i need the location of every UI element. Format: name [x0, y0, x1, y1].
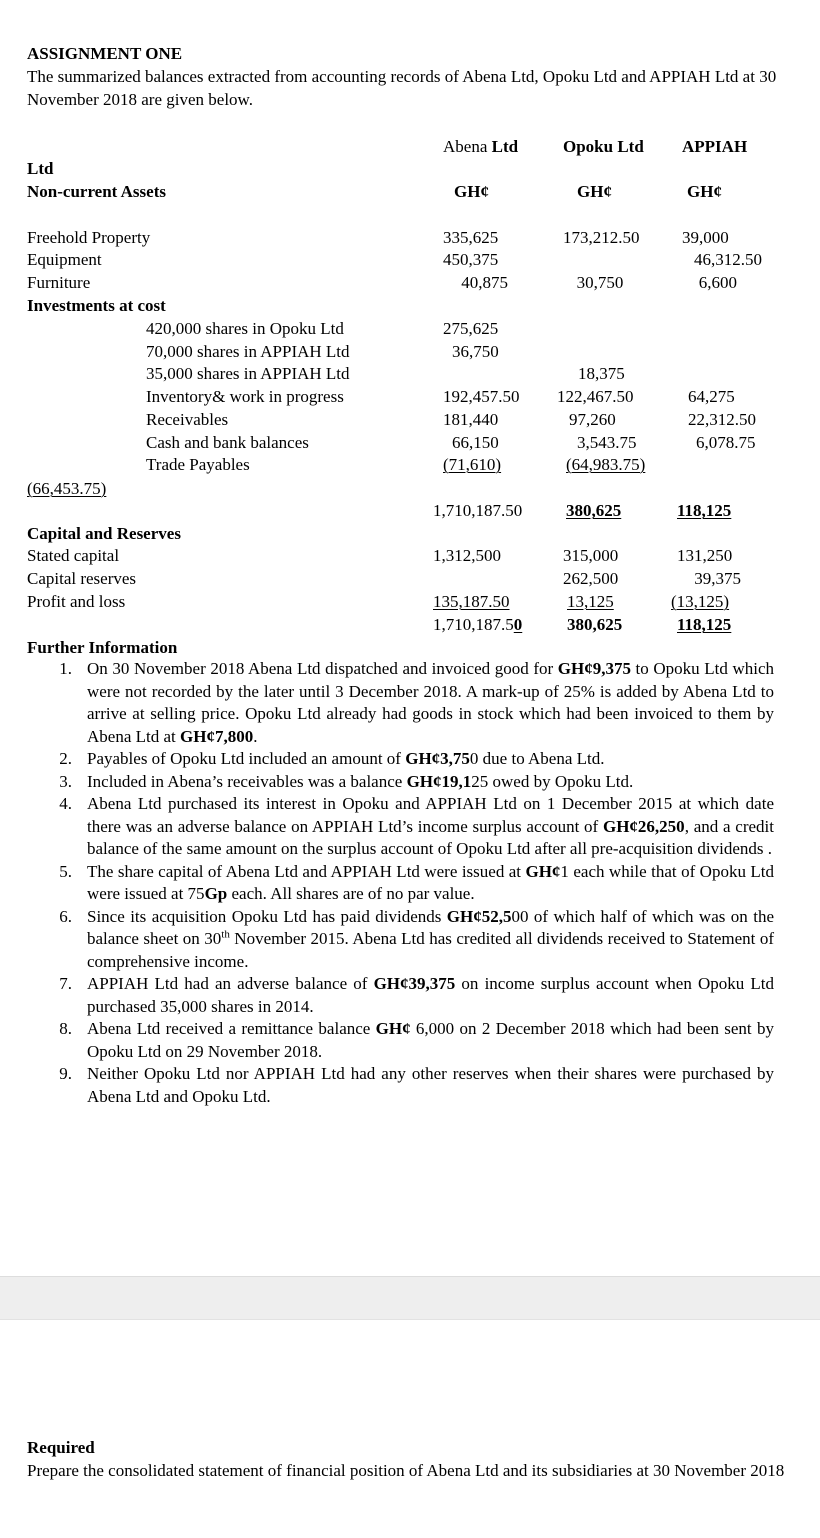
further-item: 7. APPIAH Ltd had an adverse balance of GH¢39,375 on income surplus account when Opoku Ltd purchased 35,000 shares in 2014. [59, 974, 775, 1016]
cash-value-abena: 66,150 [452, 433, 499, 452]
payables-value-abena: (71,610) [443, 455, 502, 474]
payables-label: Trade Payables [146, 455, 250, 474]
capital-total-opoku: 380,625 [567, 615, 623, 634]
row-value-abena: 450,375 [443, 250, 499, 269]
payables-value-appiah: (66,453.75) [27, 479, 107, 498]
capital-label: Stated capital [27, 546, 120, 565]
total-appiah: 118,125 [677, 501, 732, 520]
currency-abena: GH¢ [454, 182, 489, 201]
intro-paragraph: The summarized balances extracted from accounting records of Abena Ltd, Opoku Ltd and APPIAH Ltd at 30 November 2018 are given below. [27, 67, 777, 109]
row-value-appiah: 6,600 [698, 273, 737, 292]
capital-value-opoku: 13,125 [567, 592, 614, 611]
further-item: 6. Since its acquisition Opoku Ltd has paid dividends GH¢52,500 of which half of which was on the balance sheet on 30th November 2015. Abena Ltd has credited all dividends received to Statement of comprehensive income. [59, 906, 774, 971]
payables-value-opoku: (64,983.75) [566, 455, 646, 474]
currency-appiah: GH¢ [687, 182, 722, 201]
cash-value-opoku: 3,543.75 [577, 433, 637, 452]
column-header-appiah-wrap: Ltd [27, 159, 54, 178]
receivables-value-abena: 181,440 [443, 410, 499, 429]
further-information-heading: Further Information [27, 638, 178, 657]
investment-label: 35,000 shares in APPIAH Ltd [146, 364, 350, 383]
total-opoku: 380,625 [566, 501, 622, 520]
non-current-assets-heading: Non-current Assets [27, 182, 166, 201]
capital-value-abena: 135,187.50 [433, 592, 510, 611]
capital-value-opoku: 315,000 [563, 546, 619, 565]
inventory-label: Inventory& work in progress [146, 387, 344, 406]
capital-value-appiah: 39,375 [694, 569, 741, 588]
total-abena: 1,710,187.50 [433, 501, 523, 520]
row-value-abena: 40,875 [461, 273, 508, 292]
receivables-value-appiah: 22,312.50 [688, 410, 756, 429]
column-header-opoku: Opoku Ltd [563, 137, 644, 156]
required-text: Prepare the consolidated statement of financial position of Abena Ltd and its subsidiaries at 30 November 2018 [27, 1461, 785, 1480]
capital-reserves-heading: Capital and Reserves [27, 524, 181, 543]
assignment-title: ASSIGNMENT ONE [27, 44, 183, 63]
further-item: 8. Abena Ltd received a remittance balance GH¢ 6,000 on 2 December 2018 which had been sent by Opoku Ltd on 29 November 2018. [59, 1019, 774, 1061]
cash-value-appiah: 6,078.75 [696, 433, 756, 452]
further-item: 2. Payables of Opoku Ltd included an amount of GH¢3,750 due to Abena Ltd. [59, 749, 605, 768]
column-header-abena: Abena Ltd [443, 137, 519, 156]
capital-value-opoku: 262,500 [563, 569, 619, 588]
investment-value-abena: 36,750 [452, 342, 499, 361]
further-item: 1. On 30 November 2018 Abena Ltd dispatched and invoiced good for GH¢9,375 to Opoku Ltd which were not recorded by the later until 3 December 2018. A mark-up of 25% is added by Abena Ltd to arrive at selling price. Opoku Ltd already had goods in stock which had been invoiced to them by Abena Ltd at GH¢7,800. [59, 659, 774, 746]
further-item: 9. Neither Opoku Ltd nor APPIAH Ltd had any other reserves when their shares were purchased by Abena Ltd and Opoku Ltd. [59, 1064, 774, 1106]
currency-opoku: GH¢ [577, 182, 612, 201]
capital-value-appiah: 131,250 [677, 546, 733, 565]
row-value-appiah: 46,312.50 [694, 250, 762, 269]
further-information-list [52, 658, 774, 1108]
further-item: 3. Included in Abena’s receivables was a balance GH¢19,125 owed by Opoku Ltd. [59, 771, 634, 791]
row-value-opoku: 30,750 [576, 273, 624, 292]
cash-label: Cash and bank balances [146, 433, 309, 452]
row-label: Furniture [27, 273, 91, 292]
column-header-appiah: APPIAH [682, 137, 748, 156]
row-value-abena: 335,625 [443, 228, 499, 247]
investment-label: 420,000 shares in Opoku Ltd [146, 319, 344, 338]
row-label: Freehold Property [27, 228, 151, 247]
capital-label: Profit and loss [27, 592, 126, 611]
row-value-appiah: 39,000 [682, 228, 729, 247]
receivables-value-opoku: 97,260 [569, 410, 616, 429]
row-value-opoku: 173,212.50 [563, 228, 640, 247]
investments-heading: Investments at cost [27, 296, 166, 315]
capital-total-abena: 1,710,187.50 [433, 615, 523, 634]
page-separator [0, 1276, 820, 1320]
inventory-value-appiah: 64,275 [688, 387, 735, 406]
inventory-value-opoku: 122,467.50 [557, 387, 634, 406]
capital-value-appiah: (13,125) [671, 592, 730, 611]
investment-label: 70,000 shares in APPIAH Ltd [146, 342, 350, 361]
further-item: 4. Abena Ltd purchased its interest in Opoku and APPIAH Ltd on 1 December 2015 at which date there was an adverse balance on APPIAH Ltd’s income surplus account of GH¢26,250, and a credit balance of the same amount on the surplus account of Opoku Ltd after all pre-acquisition dividends . [59, 794, 775, 858]
inventory-value-abena: 192,457.50 [443, 387, 520, 406]
required-heading: Required [27, 1438, 95, 1457]
capital-total-appiah: 118,125 [677, 615, 732, 634]
investment-value-abena: 275,625 [443, 319, 499, 338]
capital-label: Capital reserves [27, 569, 137, 588]
row-label: Equipment [27, 250, 102, 269]
capital-value-abena: 1,312,500 [433, 546, 501, 565]
investment-value-opoku: 18,375 [578, 364, 625, 383]
receivables-label: Receivables [146, 410, 229, 429]
further-item: 5. The share capital of Abena Ltd and APPIAH Ltd were issued at GH¢1 each while that of Opoku Ltd were issued at 75Gp each. All shares are of no par value. [59, 861, 774, 903]
